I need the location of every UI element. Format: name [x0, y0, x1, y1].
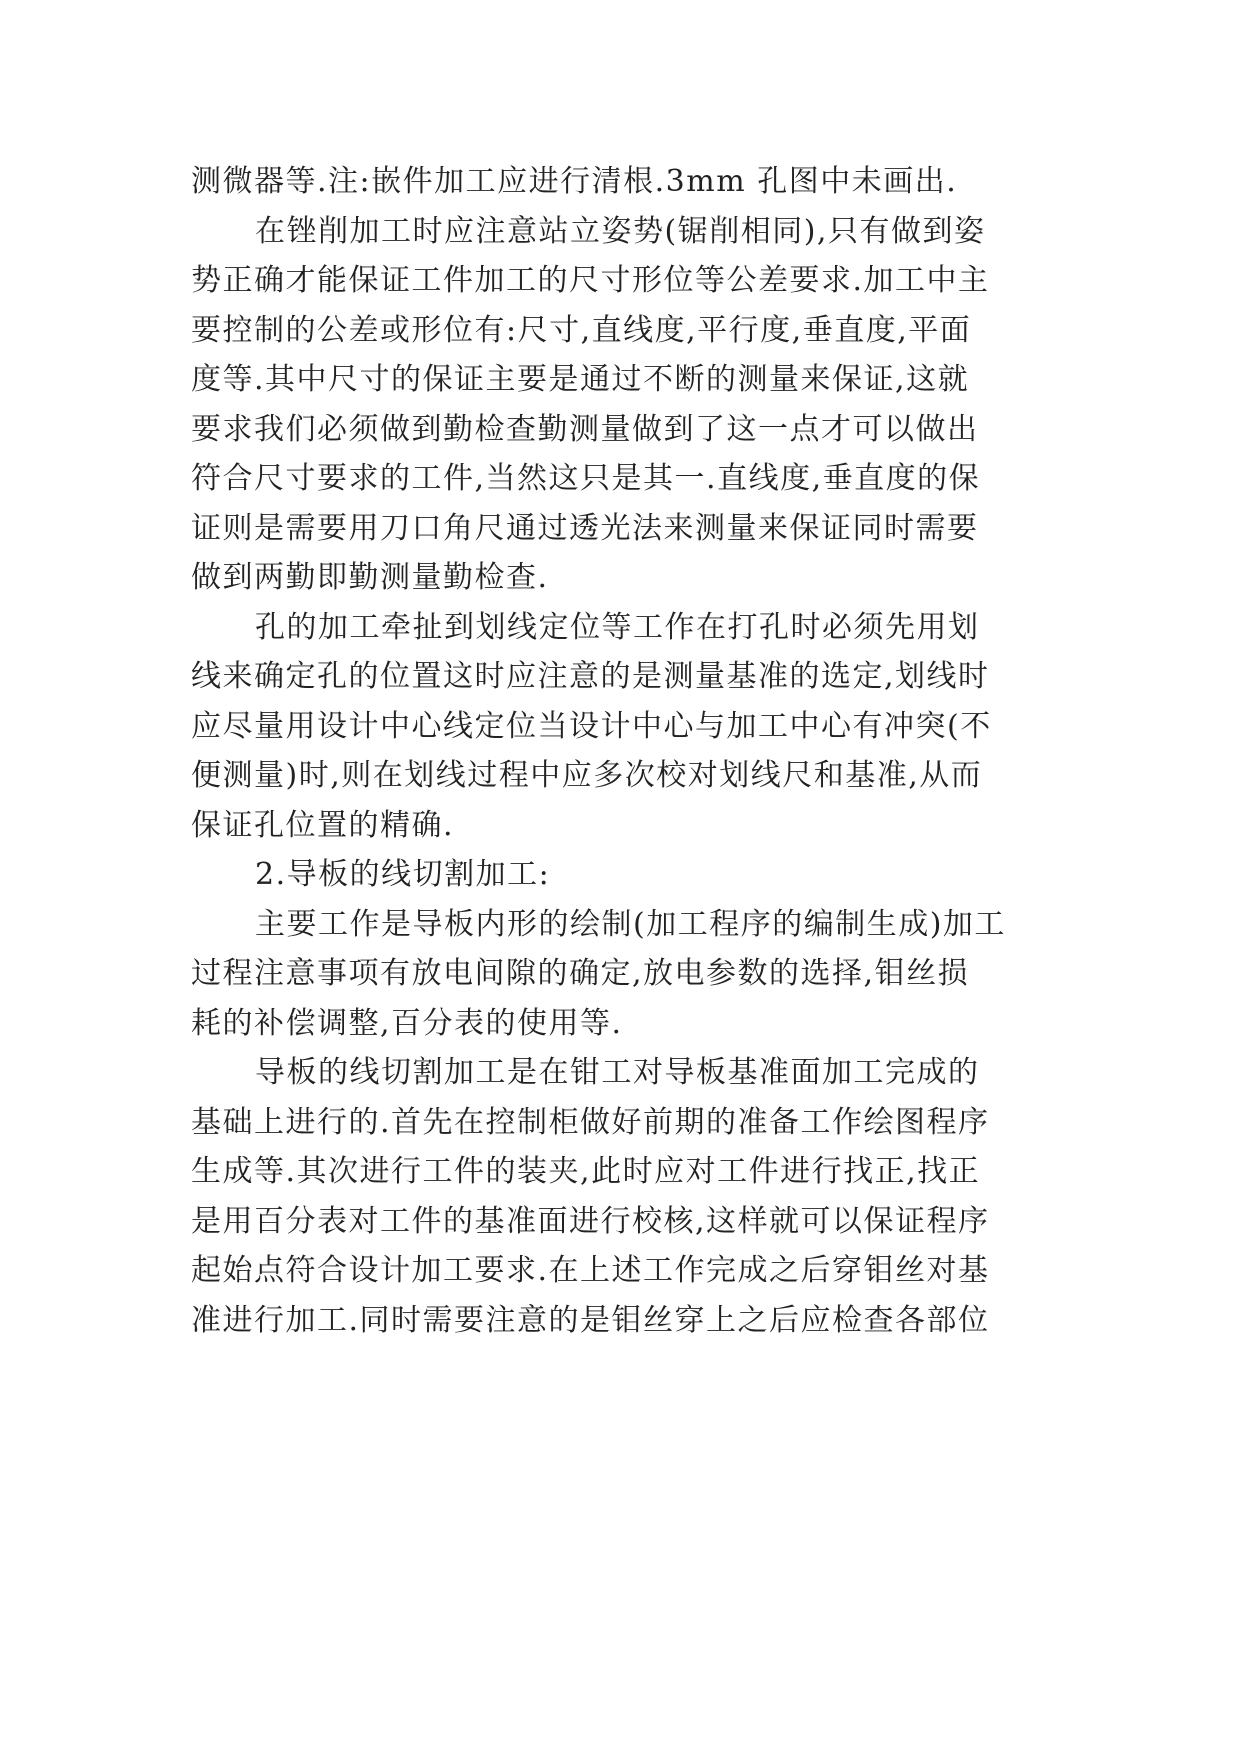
text-line: 符合尺寸要求的工件,当然这只是其一.直线度,垂直度的保: [191, 461, 981, 496]
text-line: 应尽量用设计中心线定位当设计中心与加工中心有冲突(不: [191, 708, 992, 744]
text-line: 线来确定孔的位置这时应注意的是测量基准的选定,划线时: [191, 659, 990, 694]
text-line: 要控制的公差或形位有:尺寸,直线度,平行度,垂直度,平面: [191, 312, 972, 348]
section-heading: 2.导板的线切割加工:: [255, 857, 551, 892]
text-line: 孔的加工牵扯到划线定位等工作在打孔时必须先用划: [255, 609, 980, 645]
text-line: 耗的补偿调整,百分表的使用等.: [191, 1005, 623, 1041]
text-line: 保证孔位置的精确.: [191, 807, 455, 843]
text-line: 度等.其中尺寸的保证主要是通过不断的测量来保证,这就: [191, 362, 970, 397]
text-line: 做到两勤即勤测量勤检查.: [191, 560, 549, 595]
text-line: 过程注意事项有放电间隙的确定,放电参数的选择,钼丝损: [191, 956, 970, 991]
text-line: 导板的线切割加工是在钳工对导板基准面加工完成的: [255, 1055, 980, 1090]
text-line: 起始点符合设计加工要求.在上述工作完成之后穿钼丝对基: [191, 1253, 990, 1288]
body-text: [191, 157, 1051, 1345]
text-line: 主要工作是导板内形的绘制(加工程序的编制生成)加工: [255, 906, 1006, 942]
text-line: 要求我们必须做到勤检查勤测量做到了这一点才可以做出: [191, 411, 979, 447]
text-line: 是用百分表对工件的基准面进行校核,这样就可以保证程序: [191, 1203, 990, 1239]
text-line: 基础上进行的.首先在控制柜做好前期的准备工作绘图程序: [191, 1104, 990, 1140]
text-line: 准进行加工.同时需要注意的是钼丝穿上之后应检查各部位: [191, 1302, 990, 1338]
text-line: 在锉削加工时应注意站立姿势(锯削相同),只有做到姿: [255, 213, 986, 249]
text-line: 便测量)时,则在划线过程中应多次校对划线尺和基准,从而: [191, 758, 983, 793]
text-line: 势正确才能保证工件加工的尺寸形位等公差要求.加工中主: [191, 263, 990, 298]
text-line: 生成等.其次进行工件的装夹,此时应对工件进行找正,找正: [191, 1154, 981, 1189]
text-line: 证则是需要用刀口角尺通过透光法来测量来保证同时需要: [191, 510, 979, 546]
text-line: 测微器等.注:嵌件加工应进行清根.3mm 孔图中未画出.: [191, 164, 958, 199]
